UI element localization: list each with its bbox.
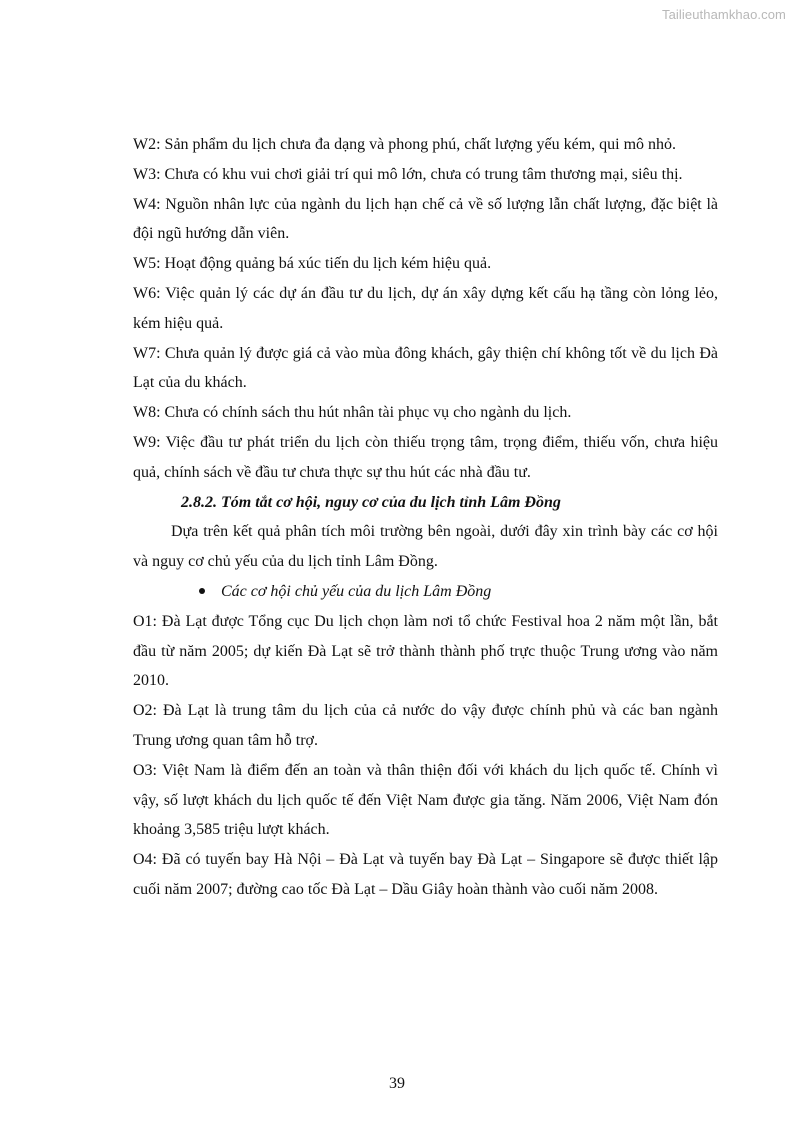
opportunity-o4: O4: Đã có tuyến bay Hà Nội – Đà Lạt và tuyến bay Đà Lạt – Singapore sẽ được thiết lập cuối năm 2007; đường cao tốc Đà Lạt – Dầu Giây hoàn thành vào cuối năm 2008. — [133, 851, 718, 898]
bullet-item — [133, 577, 718, 607]
weakness-w2: W2: Sản phẩm du lịch chưa đa dạng và phong phú, chất lượng yếu kém, qui mô nhỏ. — [133, 136, 677, 153]
page-number: 39 — [389, 1075, 405, 1092]
section-heading: 2.8.2. Tóm tắt cơ hội, nguy cơ của du lịch tỉnh Lâm Đồng — [181, 493, 561, 511]
weakness-w8: W8: Chưa có chính sách thu hút nhân tài phục vụ cho ngành du lịch. — [133, 404, 572, 422]
weakness-w4: W4: Nguồn nhân lực của ngành du lịch hạn chế cả về số lượng lẫn chất lượng, đặc biệt là đội ngũ hướng dẫn viên. — [133, 195, 718, 243]
weakness-w3: W3: Chưa có khu vui chơi giải trí qui mô lớn, chưa có trung tâm thương mại, siêu thị. — [133, 165, 683, 183]
opportunity-o1: O1: Đà Lạt được Tổng cục Du lịch chọn làm nơi tổ chức Festival hoa 2 năm một lần, bắt đầu từ năm 2005; dự kiến Đà Lạt sẽ trở thành thành phố trực thuộc Trung ương vào năm 2010. — [133, 612, 718, 690]
weakness-w7: W7: Chưa quản lý được giá cả vào mùa đông khách, gây thiện chí không tốt về du lịch Đà Lạt của du khách. — [133, 344, 718, 392]
bullet-heading: Các cơ hội chủ yếu của du lịch Lâm Đồng — [221, 582, 492, 600]
weakness-w5: W5: Hoạt động quảng bá xúc tiến du lịch kém hiệu quả. — [133, 255, 492, 273]
page-content — [133, 130, 718, 905]
weakness-w9: W9: Việc đầu tư phát triển du lịch còn thiếu trọng tâm, trọng điểm, thiếu vốn, chưa hiệu quả, chính sách về đầu tư chưa thực sự thu hút các nhà đầu tư. — [133, 433, 718, 481]
opportunity-o2: O2: Đà Lạt là trung tâm du lịch của cả nước do vậy được chính phủ và các ban ngành Trung ương quan tâm hỗ trợ. — [133, 702, 718, 749]
watermark: Tailieuthamkhao.com — [661, 7, 786, 22]
intro-paragraph: Dựa trên kết quả phân tích môi trường bên ngoài, dưới đây xin trình bày các cơ hội và nguy cơ chủ yếu của du lịch tỉnh Lâm Đồng. — [133, 523, 718, 571]
opportunity-o3: O3: Việt Nam là điểm đến an toàn và thân thiện đối với khách du lịch quốc tế. Chính vì vậy, số lượt khách du lịch quốc tế đến Việt Nam được gia tăng. Năm 2006, Việt Nam đón khoảng 3,585 triệu lượt khách. — [133, 761, 718, 839]
weakness-w6: W6: Việc quản lý các dự án đầu tư du lịch, dự án xây dựng kết cấu hạ tầng còn lỏng lẻo, kém hiệu quả. — [133, 284, 718, 332]
bullet-dot-icon — [199, 588, 205, 594]
